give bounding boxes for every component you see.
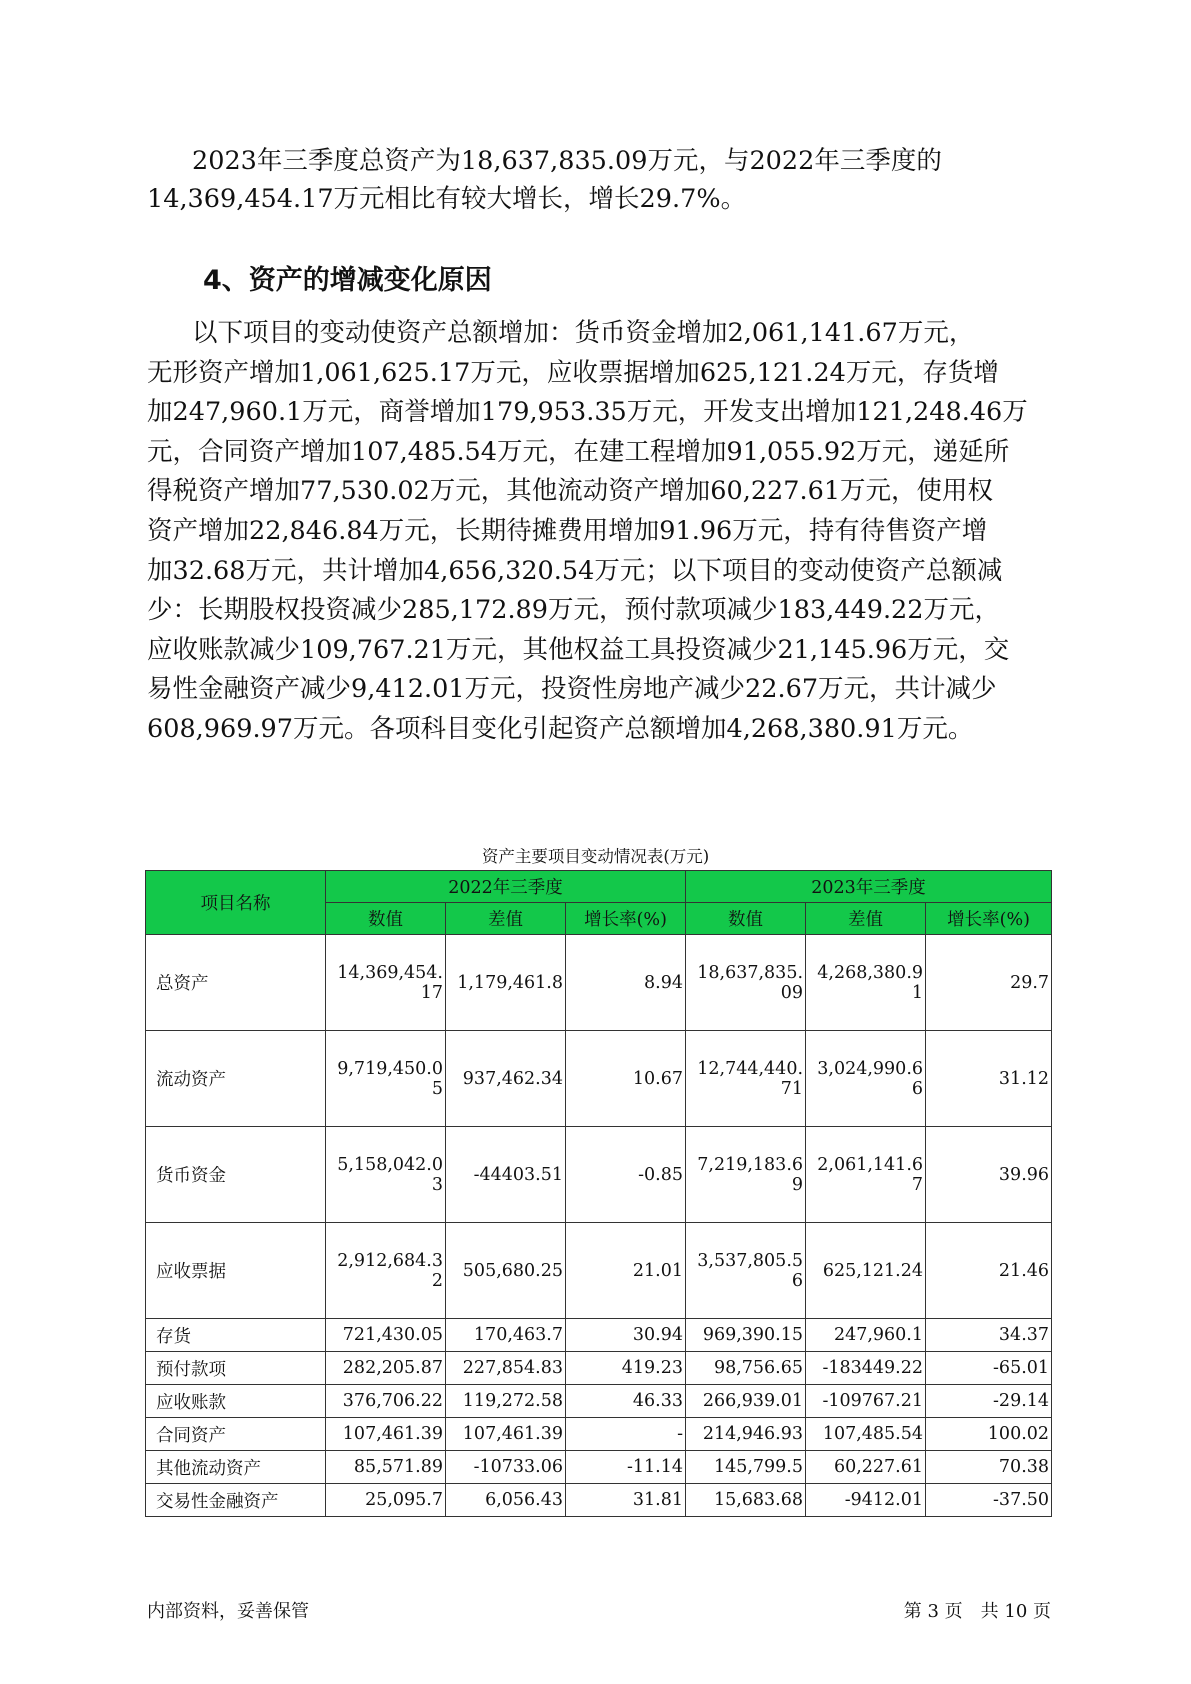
row-name-cell: 货币资金 [146, 1127, 326, 1223]
row-value-cell: 282,205.87 [326, 1352, 446, 1385]
row-name-cell: 合同资产 [146, 1418, 326, 1451]
row-value-cell: -37.50 [926, 1484, 1052, 1517]
header-diff: 差值 [806, 903, 926, 935]
row-value-cell: -9412.01 [806, 1484, 926, 1517]
row-value-cell: -10733.06 [446, 1451, 566, 1484]
row-value-cell: 4,268,380.91 [806, 935, 926, 1031]
row-value-cell: 3,537,805.56 [686, 1223, 806, 1319]
table-row [146, 935, 1052, 1031]
row-value-cell: 2,912,684.32 [326, 1223, 446, 1319]
header-period-2022: 2022年三季度 [326, 871, 686, 903]
row-value-cell: 30.94 [566, 1319, 686, 1352]
header-value: 数值 [326, 903, 446, 935]
row-value-cell: 70.38 [926, 1451, 1052, 1484]
footer-confidential-note: 内部资料，妥善保管 [147, 1601, 309, 1622]
row-value-cell: 419.23 [566, 1352, 686, 1385]
header-item-name: 项目名称 [146, 871, 326, 935]
table-row [146, 1127, 1052, 1223]
row-value-cell: 376,706.22 [326, 1385, 446, 1418]
row-value-cell: 1,179,461.8 [446, 935, 566, 1031]
text-line: 应收账款减少109,767.21万元，其他权益工具投资减少21,145.96万元，交 [147, 634, 1010, 665]
table-row [146, 1484, 1052, 1517]
row-value-cell: 34.37 [926, 1319, 1052, 1352]
row-value-cell: 107,461.39 [446, 1418, 566, 1451]
row-value-cell: 266,939.01 [686, 1385, 806, 1418]
row-value-cell: -44403.51 [446, 1127, 566, 1223]
row-name-cell: 应收票据 [146, 1223, 326, 1319]
text-line: 608,969.97万元。各项科目变化引起资产总额增加4,268,380.91万元。 [147, 713, 974, 744]
row-value-cell: -109767.21 [806, 1385, 926, 1418]
row-value-cell: 60,227.61 [806, 1451, 926, 1484]
table-row [146, 1352, 1052, 1385]
text-line: 资产增加22,846.84万元，长期待摊费用增加91.96万元，持有待售资产增 [147, 515, 988, 546]
row-value-cell: 14,369,454.17 [326, 935, 446, 1031]
text-line: 14,369,454.17万元相比有较大增长，增长29.7%。 [147, 184, 747, 214]
table-row [146, 1223, 1052, 1319]
row-value-cell: 214,946.93 [686, 1418, 806, 1451]
section-heading: 4、资产的增减变化原因 [203, 265, 492, 296]
header-value: 数值 [686, 903, 806, 935]
row-value-cell: 31.81 [566, 1484, 686, 1517]
row-value-cell: 107,461.39 [326, 1418, 446, 1451]
row-value-cell: 8.94 [566, 935, 686, 1031]
text-line: 元，合同资产增加107,485.54万元，在建工程增加91,055.92万元，递延所 [147, 436, 1010, 467]
row-value-cell: 18,637,835.09 [686, 935, 806, 1031]
table-row [146, 1319, 1052, 1352]
row-value-cell: 721,430.05 [326, 1319, 446, 1352]
text-line: 加32.68万元，共计增加4,656,320.54万元；以下项目的变动使资产总额减 [147, 555, 1003, 586]
row-value-cell: -11.14 [566, 1451, 686, 1484]
asset-change-table [145, 870, 1052, 1517]
footer-page-number: 第 3 页 共 10 页 [903, 1601, 1051, 1622]
table-row [146, 1418, 1052, 1451]
row-value-cell: 505,680.25 [446, 1223, 566, 1319]
row-value-cell: 98,756.65 [686, 1352, 806, 1385]
row-value-cell: 7,219,183.69 [686, 1127, 806, 1223]
row-value-cell: 937,462.34 [446, 1031, 566, 1127]
row-value-cell: 2,061,141.67 [806, 1127, 926, 1223]
row-value-cell: 25,095.7 [326, 1484, 446, 1517]
text-line: 无形资产增加1,061,625.17万元，应收票据增加625,121.24万元，存货增 [147, 357, 999, 388]
header-diff: 差值 [446, 903, 566, 935]
row-name-cell: 应收账款 [146, 1385, 326, 1418]
header-period-2023: 2023年三季度 [686, 871, 1052, 903]
row-name-cell: 交易性金融资产 [146, 1484, 326, 1517]
row-value-cell: 29.7 [926, 935, 1052, 1031]
row-value-cell: 15,683.68 [686, 1484, 806, 1517]
table-row [146, 1385, 1052, 1418]
row-value-cell: -29.14 [926, 1385, 1052, 1418]
row-value-cell: 247,960.1 [806, 1319, 926, 1352]
row-value-cell: 170,463.7 [446, 1319, 566, 1352]
paragraph-asset-changes [147, 314, 1047, 750]
text-line: 少：长期股权投资减少285,172.89万元，预付款项减少183,449.22万元， [147, 595, 1001, 626]
row-value-cell: 107,485.54 [806, 1418, 926, 1451]
row-value-cell: -65.01 [926, 1352, 1052, 1385]
text-line: 以下项目的变动使资产总额增加：货币资金增加2,061,141.67万元， [192, 318, 975, 348]
row-value-cell: -0.85 [566, 1127, 686, 1223]
text-line: 得税资产增加77,530.02万元，其他流动资产增加60,227.61万元，使用权 [147, 476, 994, 507]
text-line: 加247,960.1万元，商誉增加179,953.35万元，开发支出增加121,248.46万 [147, 397, 1028, 428]
text-line: 2023年三季度总资产为18,637,835.09万元，与2022年三季度的 [192, 146, 942, 176]
row-value-cell: 119,272.58 [446, 1385, 566, 1418]
row-name-cell: 流动资产 [146, 1031, 326, 1127]
row-value-cell: 625,121.24 [806, 1223, 926, 1319]
row-value-cell: -183449.22 [806, 1352, 926, 1385]
row-value-cell: 21.01 [566, 1223, 686, 1319]
row-value-cell: 227,854.83 [446, 1352, 566, 1385]
table-row [146, 1451, 1052, 1484]
table-row [146, 1031, 1052, 1127]
row-value-cell: 85,571.89 [326, 1451, 446, 1484]
row-value-cell: 31.12 [926, 1031, 1052, 1127]
row-value-cell: 46.33 [566, 1385, 686, 1418]
row-value-cell: 12,744,440.71 [686, 1031, 806, 1127]
row-value-cell: 145,799.5 [686, 1451, 806, 1484]
row-value-cell: 969,390.15 [686, 1319, 806, 1352]
row-value-cell: - [566, 1418, 686, 1451]
paragraph-total-assets [147, 142, 1047, 218]
table-caption: 资产主要项目变动情况表(万元) [481, 847, 710, 866]
row-name-cell: 存货 [146, 1319, 326, 1352]
row-value-cell: 6,056.43 [446, 1484, 566, 1517]
row-name-cell: 其他流动资产 [146, 1451, 326, 1484]
row-name-cell: 预付款项 [146, 1352, 326, 1385]
row-value-cell: 10.67 [566, 1031, 686, 1127]
row-value-cell: 3,024,990.66 [806, 1031, 926, 1127]
row-value-cell: 5,158,042.03 [326, 1127, 446, 1223]
text-line: 易性金融资产减少9,412.01万元，投资性房地产减少22.67万元，共计减少 [147, 674, 997, 705]
row-name-cell: 总资产 [146, 935, 326, 1031]
header-growth: 增长率(%) [926, 903, 1052, 935]
row-value-cell: 21.46 [926, 1223, 1052, 1319]
header-growth: 增长率(%) [566, 903, 686, 935]
row-value-cell: 39.96 [926, 1127, 1052, 1223]
row-value-cell: 9,719,450.05 [326, 1031, 446, 1127]
row-value-cell: 100.02 [926, 1418, 1052, 1451]
